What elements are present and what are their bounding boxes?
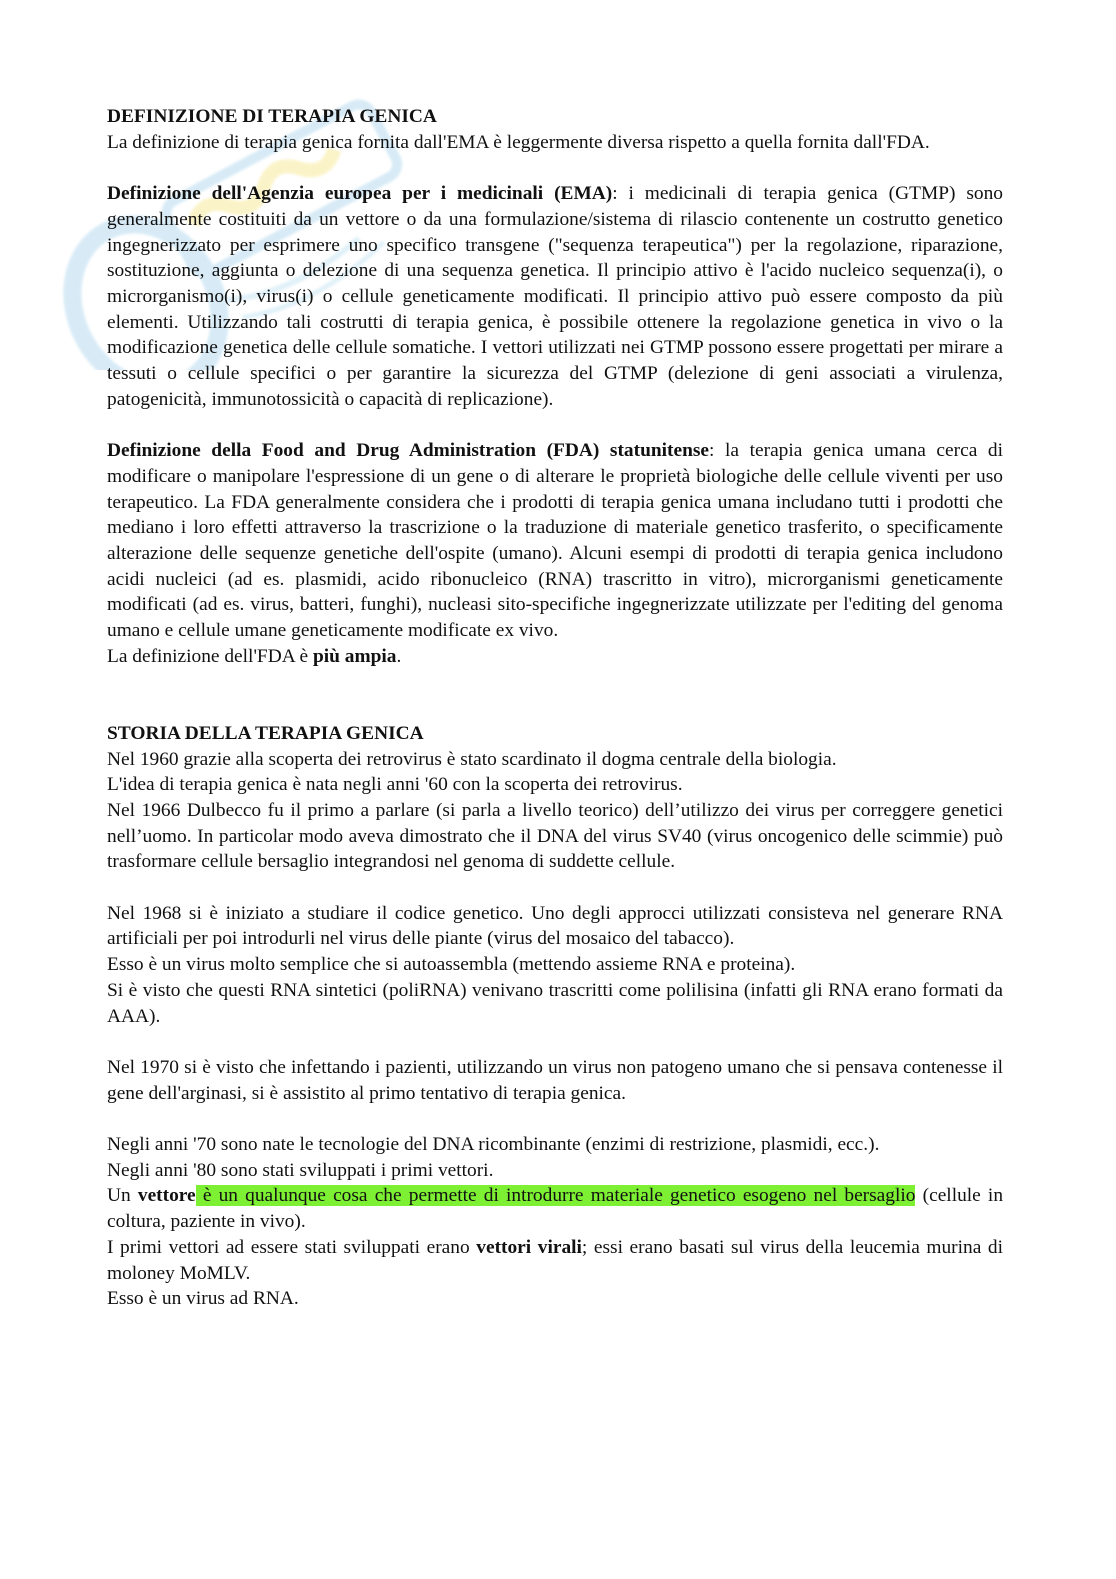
paragraph-ema-definition bbox=[107, 181, 1003, 412]
paragraph-rna-virus: Esso è un virus ad RNA. bbox=[107, 1288, 299, 1310]
fda-label: Definizione della Food and Drug Administration (FDA) statunitense bbox=[107, 440, 710, 462]
paragraph-80s: Negli anni '80 sono stati sviluppati i primi vettori. bbox=[107, 1159, 494, 1181]
section-heading-storia: STORIA DELLA TERAPIA GENICA bbox=[107, 722, 424, 744]
paragraph-intro: La definizione di terapia genica fornita dall'EMA è leggermente diversa rispetto a quella fornita dall'FDA. bbox=[107, 131, 930, 153]
paragraph-1960: Nel 1960 grazie alla scoperta dei retrovirus è stato scardinato il dogma centrale della biologia. bbox=[107, 748, 837, 770]
document-page bbox=[107, 104, 1003, 1312]
paragraph-1970: Nel 1970 si è visto che infettando i pazienti, utilizzando un virus non patogeno umano che si pensava contenesse il gene dell'arginasi, si è assistito al primo tentativo di terapia genica. bbox=[107, 1056, 1003, 1104]
ema-label: Definizione dell'Agenzia europea per i medicinali (EMA) bbox=[107, 183, 613, 205]
paragraph-1966: Nel 1966 Dulbecco fu il primo a parlare (si parla a livello teorico) dell’utilizzo dei virus per correggere genetici nell’uomo. In particolar modo aveva dimostrato che il DNA del virus SV40 (virus oncogenico delle scimmie) può trasformare cellule bersaglio integrandosi nel genoma di suddette cellule. bbox=[107, 799, 1003, 873]
section-heading-definizione: DEFINIZIONE DI TERAPIA GENICA bbox=[107, 106, 437, 127]
paragraph-fda-conclusion: La definizione dell'FDA è più ampia. bbox=[107, 645, 402, 667]
fda-conclusion-emphasis: più ampia bbox=[312, 645, 397, 667]
paragraph-60s: L'idea di terapia genica è nata negli anni '60 con la scoperta dei retrovirus. bbox=[107, 774, 683, 796]
fda-text: : la terapia genica umana cerca di modificare o manipolare l'espressione di un gene o di alterare le proprietà biologiche delle cellule viventi per uso terapeutico. La FDA generalmente considera che i prodotti di terapia genica umana includano tutti i prodotti che mediano i loro effetti attraverso la trascrizione o la traduzione di materiale genetico trasferito, o specificamente alterazione delle sequenze genetiche dell'ospite (umano). Alcuni esempi di prodotti di terapia genica includono acidi nucleici (ad es. plasmidi, acido ribonucleico (RNA) trascritto in vitro), microrganismi geneticamente modificati (ad es. virus, batteri, funghi), nucleasi sito-specifiche ingegnerizzate utilizzate per l'editing del genoma umano e cellule umane geneticamente modificate ex vivo. bbox=[107, 440, 1003, 642]
paragraph-vettore: Un vettore è un qualunque cosa che permette di introdurre materiale genetico esogeno nel bersaglio (cellule in coltura, paziente in vivo). bbox=[107, 1185, 1004, 1233]
ema-text: : i medicinali di terapia genica (GTMP) sono generalmente costituiti da un vettore o da una formulazione/sistema di rilascio contenente un costrutto genetico ingegnerizzato per esprimere uno specifico transgene ("sequenza terapeutica") per la regolazione, riparazione, sostituzione, aggiunta o delezione di una sequenza genetica. Il principio attivo è l'acido nucleico sequenza(i), o microrganismo(i), virus(i) o cellule geneticamente modificati. Il principio attivo può essere composto da più elementi. Utilizzando tali costrutti di terapia genica, è possibile ottenere la regolazione genetica in vivo o la modificazione genetica delle cellule somatiche. I vettori utilizzati nei GTMP possono essere progettati per mirare a tessuti o cellule specifici o per garantire la sicurezza del GTMP (delezione di geni associati a virulenza, patogenicità, immunotossicità o capacità di replicazione). bbox=[107, 183, 1003, 410]
paragraph-1968: Nel 1968 si è iniziato a studiare il codice genetico. Uno degli approcci utilizzati consisteva nel generare RNA artificiali per poi introdurli nel virus delle piante (virus del mosaico del tabacco). bbox=[107, 902, 1003, 950]
paragraph-viral-vectors: I primi vettori ad essere stati sviluppati erano vettori virali; essi erano basati sul virus della leucemia murina di moloney MoMLV. bbox=[107, 1236, 1003, 1284]
viral-vectors-term: vettori virali bbox=[476, 1236, 582, 1258]
paragraph-70s: Negli anni '70 sono nate le tecnologie del DNA ricombinante (enzimi di restrizione, plasmidi, ecc.). bbox=[107, 1134, 880, 1156]
paragraph-polirna: Si è visto che questi RNA sintetici (poliRNA) venivano trascritti come polilisina (infatti gli RNA erano formati da AAA). bbox=[107, 979, 1003, 1027]
vettore-term: vettore bbox=[137, 1185, 196, 1207]
paragraph-fda-definition bbox=[107, 438, 1003, 644]
paragraph-virus: Esso è un virus molto semplice che si autoassembla (mettendo assieme RNA e proteina). bbox=[107, 954, 796, 976]
vettore-highlight: è un qualunque cosa che permette di introdurre materiale genetico esogeno nel bersaglio bbox=[195, 1185, 916, 1207]
